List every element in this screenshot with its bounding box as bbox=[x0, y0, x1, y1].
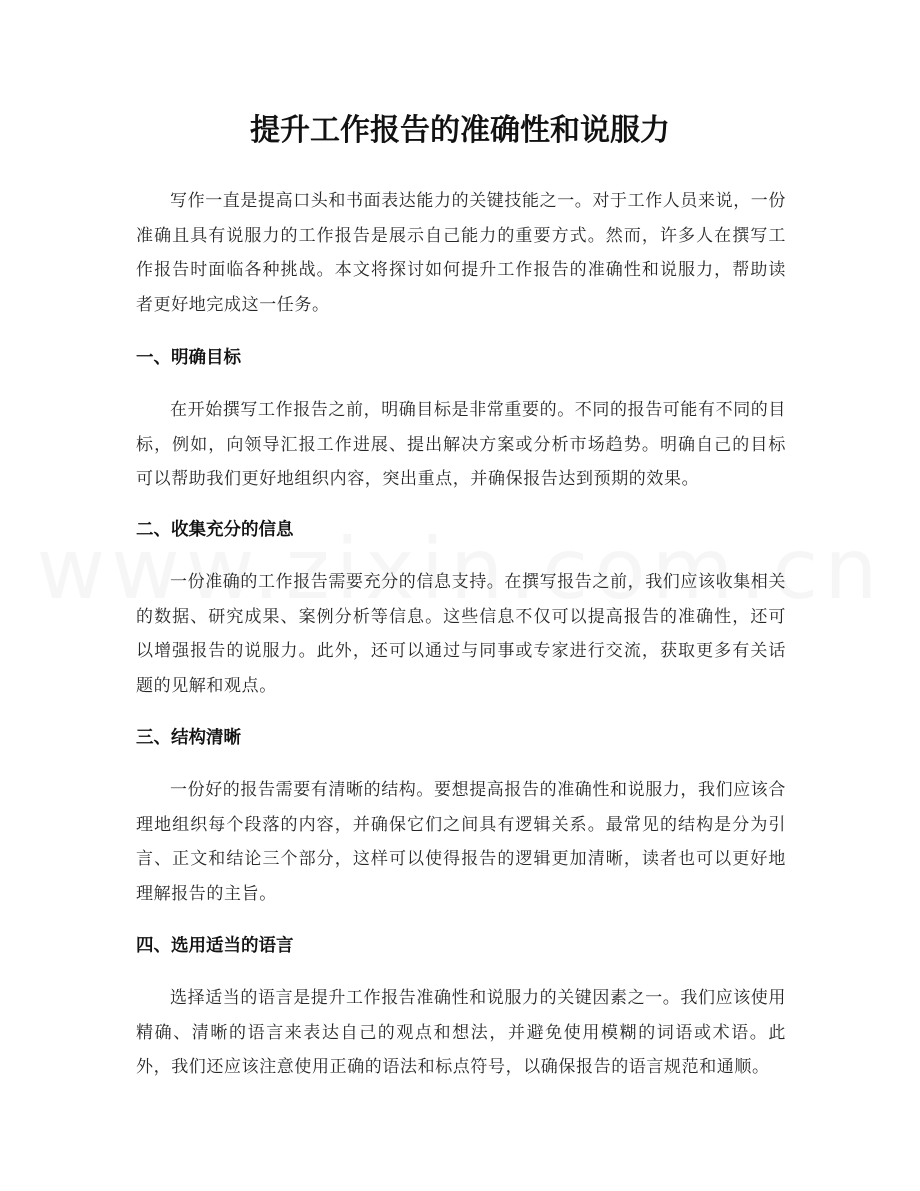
section-body-3: 一份好的报告需要有清晰的结构。要想提高报告的准确性和说服力，我们应该合理地组织每个段落的内容，并确保它们之间具有逻辑关系。最常见的结构是分为引言、正文和结论三个部分，这样可以使得报告的逻辑更加清晰，读者也可以更好地理解报告的主旨。 bbox=[136, 780, 786, 904]
section-heading-2: 二、收集充分的信息 bbox=[136, 520, 294, 540]
intro-paragraph: 写作一直是提高口头和书面表达能力的关键技能之一。对于工作人员来说，一份准确且具有说服力的工作报告是展示自己能力的重要方式。然而，许多人在撰写工作报告时面临各种挑战。本文将探讨如何提升工作报告的准确性和说服力，帮助读者更好地完成这一任务。 bbox=[136, 191, 786, 315]
section-heading-1: 一、明确目标 bbox=[136, 348, 241, 368]
document-title: 提升工作报告的准确性和说服力 bbox=[250, 113, 670, 148]
section-body-4: 选择适当的语言是提升工作报告准确性和说服力的关键因素之一。我们应该使用精确、清晰的语言来表达自己的观点和想法，并避免使用模糊的词语或术语。此外，我们还应该注意使用正确的语法和标点符号，以确保报告的语言规范和通顺。 bbox=[136, 988, 786, 1077]
section-body-1: 在开始撰写工作报告之前，明确目标是非常重要的。不同的报告可能有不同的目标，例如，向领导汇报工作进展、提出解决方案或分析市场趋势。明确自己的目标可以帮助我们更好地组织内容，突出重点，并确保报告达到预期的效果。 bbox=[136, 400, 786, 489]
section-body-2: 一份准确的工作报告需要充分的信息支持。在撰写报告之前，我们应该收集相关的数据、研究成果、案例分析等信息。这些信息不仅可以提高报告的准确性，还可以增强报告的说服力。此外，还可以通过与同事或专家进行交流，获取更多有关话题的见解和观点。 bbox=[136, 572, 786, 696]
section-heading-4: 四、选用适当的语言 bbox=[136, 936, 294, 956]
section-heading-3: 三、结构清晰 bbox=[136, 728, 241, 748]
